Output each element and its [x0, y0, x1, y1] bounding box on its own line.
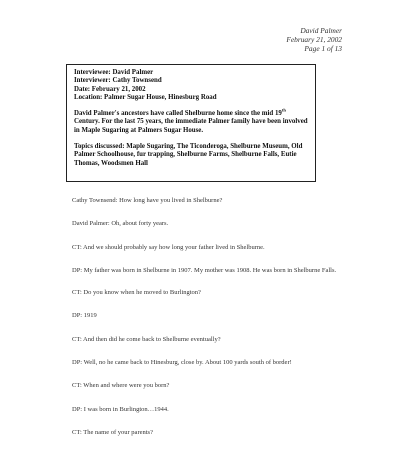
location-line: Location: Palmer Sugar House, Hinesburg Road [74, 93, 217, 101]
transcript-line: CT: And then did he come back to Shelburne eventually? [72, 335, 221, 343]
bio-superscript: th [281, 107, 286, 113]
interview-summary-box [66, 64, 316, 182]
transcript [72, 197, 372, 452]
transcript-line: CT: Do you know when he moved to Burlington? [72, 289, 201, 297]
bio-paragraph [74, 107, 308, 135]
bio-text-start: David Palmer's ancestors have called Shelburne home since the mid 19 [74, 110, 282, 118]
transcript-line: DP: My father was born in Shelburne in 1907. My mother was 1908. He was born in Shelburne Falls. [72, 266, 337, 274]
transcript-line: DP: Well, no he came back to Hinesburg, close by. About 100 yards south of border! [72, 359, 292, 367]
bio-text-end: Century. For the last 75 years, the immediate Palmer family have been involved in Maple Sugaring at Palmers Sugar House. [74, 118, 308, 134]
transcript-line: DP: I was born in Burlington…1944. [72, 405, 169, 413]
page-header [286, 26, 342, 54]
transcript-line: CT: And we should probably say how long your father lived in Shelburne. [72, 243, 265, 251]
transcript-line: CT: The name of your parents? [72, 428, 153, 436]
header-page-number: Page 1 of 13 [304, 44, 342, 54]
transcript-line: DP: 1919 [72, 312, 97, 320]
transcript-line: CT: When and where were you born? [72, 382, 170, 390]
header-name: David Palmer [300, 26, 342, 35]
topics-paragraph: Topics discussed: Maple Sugaring, The Ticonderoga, Shelburne Museum, Old Palmer Schoolhouse, fur trapping, Shelburne Farms, Shelburne Falls, Eutie Thomas, Woodsmen Hall [74, 143, 303, 167]
header-date: February 21, 2002 [286, 35, 342, 45]
date-line: Date: February 21, 2002 [74, 85, 146, 93]
transcript-line: Cathy Townsend: How long have you lived in Shelburne? [72, 197, 223, 204]
transcript-line: David Palmer: Oh, about forty years. [72, 220, 169, 228]
interviewee-line: Interviewee: David Palmer [74, 69, 154, 76]
interviewer-line: Interviewer: Cathy Townsend [74, 77, 162, 85]
